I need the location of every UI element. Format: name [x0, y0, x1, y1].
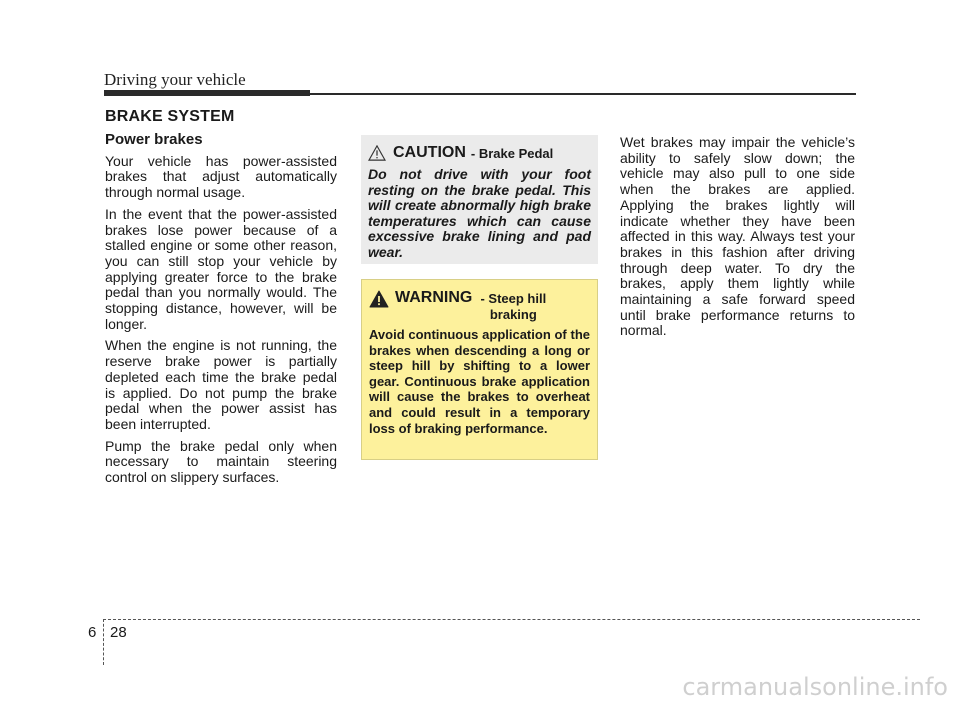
page-number: 28 [110, 624, 127, 641]
header-rule-thin [310, 93, 856, 95]
caution-triangle-icon [368, 145, 386, 161]
warning-subtitle: - Steep hill braking [480, 291, 547, 322]
warning-label: WARNING [395, 289, 473, 306]
warning-body: Avoid continuous application of the brakes when descending a long or steep hill by shifting to a lower gear. Continuous brake application will cause the brakes to overheat and could result in a temporary loss of braking performance. [369, 327, 590, 436]
caution-header [368, 144, 591, 162]
paragraph: In the event that the power-assisted brakes lose power because of a stalled engine or some other reason, you can still stop your vehicle by applying greater force to the brake pedal than you normally would. The stopping distance, however, will be longer. [105, 205, 337, 332]
paragraph: Your vehicle has power-assisted brakes that adjust automatically through normal usage. [105, 152, 337, 201]
caution-box [361, 135, 598, 264]
footer-rule [103, 619, 920, 620]
footer-divider [103, 619, 104, 665]
header-rule-thick [104, 90, 310, 96]
warning-triangle-icon [369, 290, 389, 308]
warning-box [361, 279, 598, 460]
paragraph: Pump the brake pedal only when necessary to maintain steering control on slippery surfaces. [105, 437, 337, 486]
caution-body: Do not drive with your foot resting on the brake pedal. This will create abnormally high brake temperatures which can cause excessive brake lining and pad wear. [368, 166, 591, 260]
watermark: carmanualsonline.info [682, 673, 948, 701]
paragraph: Wet brakes may impair the vehicle’s ability to safely slow down; the vehicle may also pull to one side when the brakes are applied. Applying the brakes lightly will indicate whether they have been affected in this way. Always test your brakes in this fashion after driving through deep water. To dry the brakes, apply them lightly while maintaining a safe forward speed until brake performance returns to normal. [620, 134, 855, 339]
column-wet-brakes [620, 135, 855, 345]
section-title: BRAKE SYSTEM [105, 108, 235, 125]
caution-label: CAUTION [393, 144, 466, 161]
column-power-brakes [105, 132, 337, 492]
page-header-title: Driving your vehicle [104, 70, 246, 89]
chapter-number: 6 [88, 624, 97, 641]
subheading-power-brakes: Power brakes [105, 131, 203, 148]
paragraph: When the engine is not running, the reserve brake power is partially depleted each time the brake pedal is applied. Do not pump the brake pedal when the power assist has been interrupted. [105, 337, 337, 432]
caution-subtitle: - Brake Pedal [470, 146, 554, 161]
warning-header [369, 289, 590, 323]
